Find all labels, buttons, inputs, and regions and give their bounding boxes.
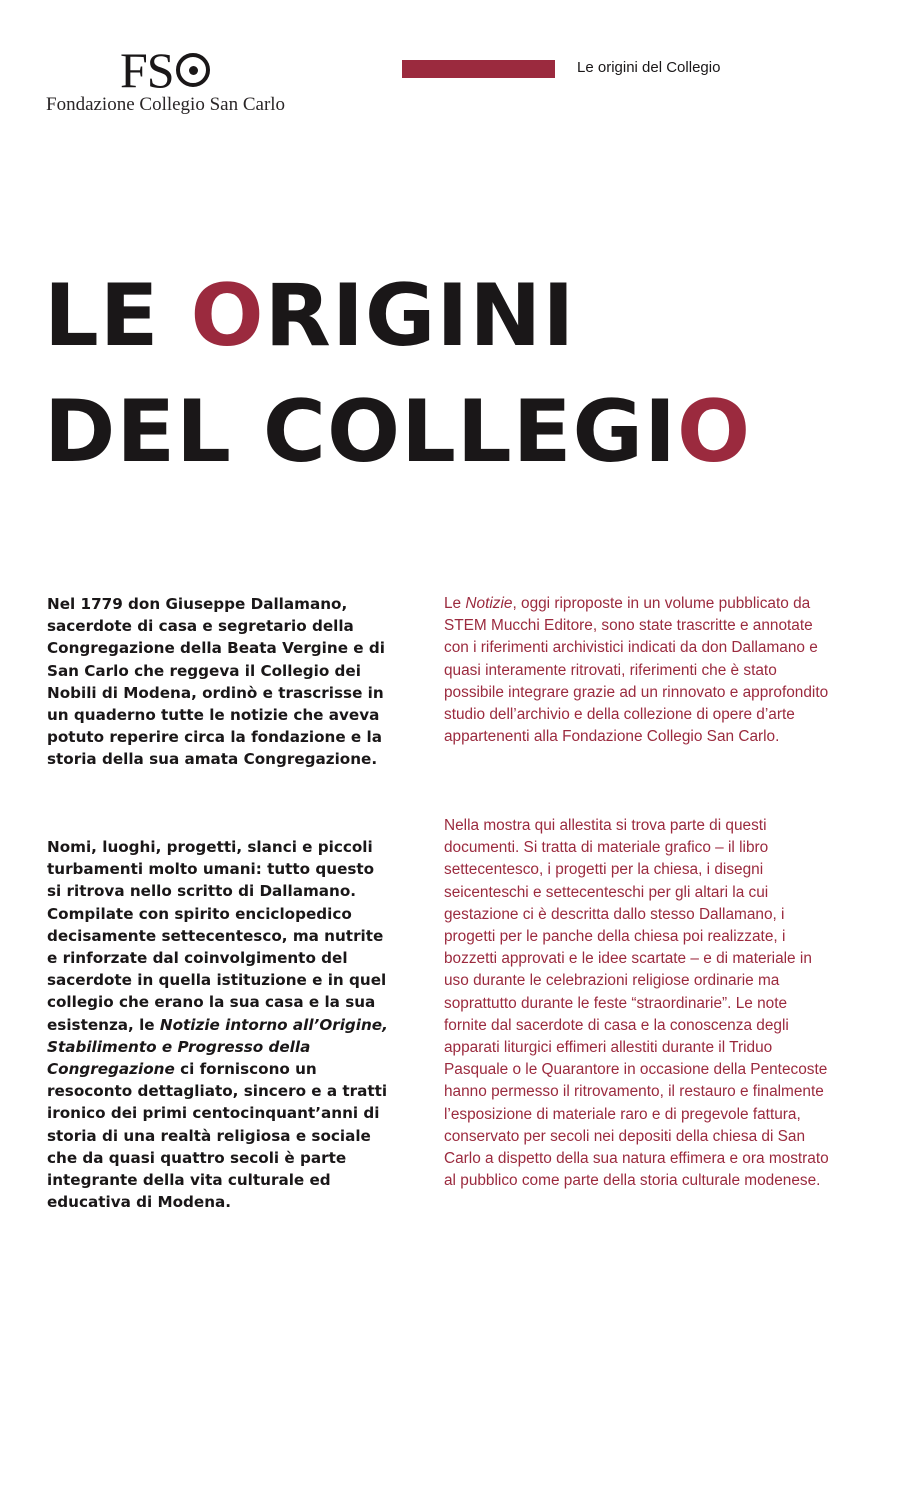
text-run: , oggi riproposte in un volume pubblicato da STEM Mucchi Editore, sono state trascritte e annotate con i riferimenti archivistici indicati da don Dallamano e quasi interamente ritrovati, riferimenti che è stato possibile integrare grazie ad un rinnovato e approfondito studio dell’archivio e della collezione di opere d’arte appartenenti alla Fondazione Collegio San Carlo. <box>444 595 829 746</box>
header-accent-bar <box>402 60 555 78</box>
title-accent-letter: O <box>677 382 752 482</box>
right-column-paragraph-2 <box>444 815 834 1192</box>
paragraph-text <box>444 593 834 748</box>
italic-title: Notizie <box>465 595 513 612</box>
logo-ring-icon <box>176 53 210 87</box>
page-title <box>44 258 751 490</box>
left-column-paragraph-1 <box>47 593 392 771</box>
section-label: Le origini del Collegio <box>577 59 721 76</box>
right-column-paragraph-1 <box>444 593 834 748</box>
title-text: RIGINI <box>264 266 576 366</box>
title-text: LE <box>44 266 191 366</box>
paragraph-text: Nella mostra qui allestita si trova parte di questi documenti. Si tratta di materiale grafico – il libro settecentesco, i progetti per la chiesa, i disegni seicenteschi e settecenteschi per gli altari la cui gestazione ci è descritta dallo stesso Dallamano, i progetti per le panche della chiesa poi realizzate, i bozzetti approvati e le idee scartate – e di materiale in uso durante le celebrazioni religiose ordinarie ma soprattutto durante le feste “straordinarie”. Le note fornite dal sacerdote di casa e la conoscenza degli apparati liturgici effimeri allestiti durante il Triduo Pasquale o le Quarantore in occasione della Pentecoste hanno permesso il ritrovamento, il restauro e finalmente l’esposizione di materiale raro e di pregevole fattura, conservato per secoli nei depositi della chiesa di San Carlo a dispetto della sua natura effimera e ora mostrato al pubblico come parte della storia culturale modenese. <box>444 817 829 1190</box>
paragraph-text: Nel 1779 don Giuseppe Dallamano, sacerdote di casa e segretario della Congregazione della Beata Vergine e di San Carlo che reggeva il Collegio dei Nobili di Modena, ordinò e trascrisse in un quaderno tutte le notizie che aveva potuto reperire circa la fondazione e la storia della sua amata Congregazione. <box>47 595 385 769</box>
logo-letters-fs: FS <box>120 42 174 98</box>
title-accent-letter: O <box>190 266 265 366</box>
left-column-paragraph-2 <box>47 836 392 1213</box>
italic-title: Notizie intorno all’Origine, Stabilimento e Progresso della Congregazione <box>47 1015 388 1079</box>
text-run: Le <box>444 595 466 612</box>
title-line-1 <box>44 258 751 374</box>
text-run: ci forniscono un resoconto dettagliato, sincero e a tratti ironico dei primi centocinquant’anni di storia di una realtà religiosa e sociale che da quasi quattro secoli è parte integrante della vita culturale ed educativa di Modena. <box>47 1060 388 1212</box>
paragraph-text <box>47 836 392 1213</box>
text-run: Nomi, luoghi, progetti, slanci e piccoli turbamenti molto umani: tutto questo si ritrova nello scritto di Dallamano. Compilate con spirito enciclopedico decisamente settecentesco, ma nutrite e rinforzate dal coinvolgimento del sacerdote in quella istituzione e in quel collegio che erano la sua casa e la sua esistenza, le <box>47 838 387 1034</box>
logo-monogram <box>120 44 210 96</box>
logo-name: Fondazione Collegio San Carlo <box>46 94 286 115</box>
title-line-2 <box>44 374 751 490</box>
title-text: DEL COLLEGI <box>44 382 678 482</box>
